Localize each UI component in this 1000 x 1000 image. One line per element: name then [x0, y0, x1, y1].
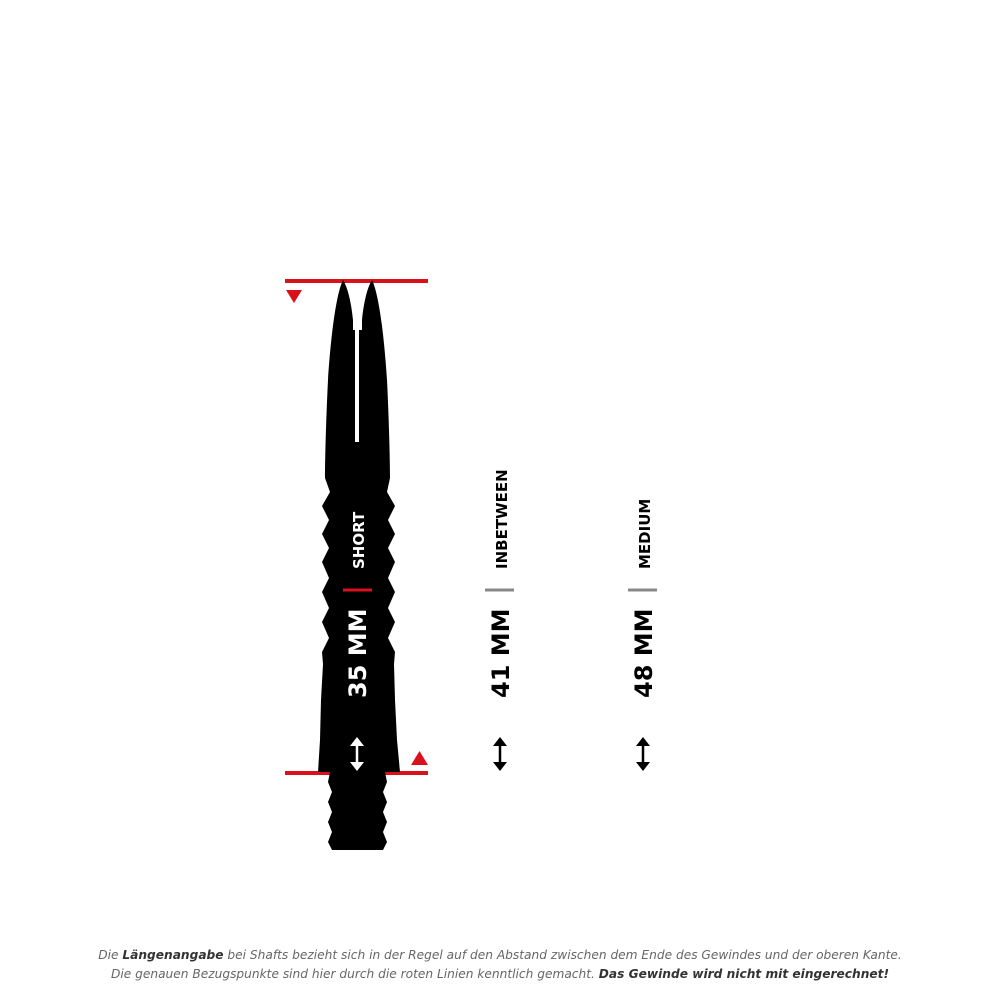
shaft-slot: [355, 285, 359, 442]
inbetween-length-value: 41 MM: [487, 608, 515, 698]
shaft-thread: [328, 772, 387, 850]
short-name-label: SHORT: [350, 511, 368, 569]
footnote-text: Die genauen Bezugspunkte sind hier durch die roten Linien kenntlich gemacht.: [110, 967, 599, 981]
double-arrow-vertical-icon: [636, 737, 650, 771]
inbetween-column: [485, 469, 515, 771]
footnote-line-1: [0, 946, 1000, 965]
triangle-down-icon: [286, 290, 302, 303]
medium-column: [628, 499, 658, 771]
triangle-up-icon: [411, 751, 428, 765]
medium-length-value: 48 MM: [630, 608, 658, 698]
double-arrow-vertical-icon: [493, 737, 507, 771]
footnote-line-2: [0, 965, 1000, 984]
medium-name-label: MEDIUM: [636, 498, 654, 569]
short-length-value: 35 MM: [344, 608, 372, 698]
footnote-text: Die: [98, 948, 123, 962]
footnote-text: bei Shafts bezieht sich in der Regel auf den Abstand zwischen dem Ende des Gewindes und der oberen Kante.: [223, 948, 902, 962]
footnote: [0, 946, 1000, 984]
footnote-emphasis: Das Gewinde wird nicht mit eingerechnet!: [598, 967, 890, 981]
footnote-emphasis: Längenangabe: [122, 948, 224, 962]
inbetween-name-label: INBETWEEN: [493, 469, 511, 569]
